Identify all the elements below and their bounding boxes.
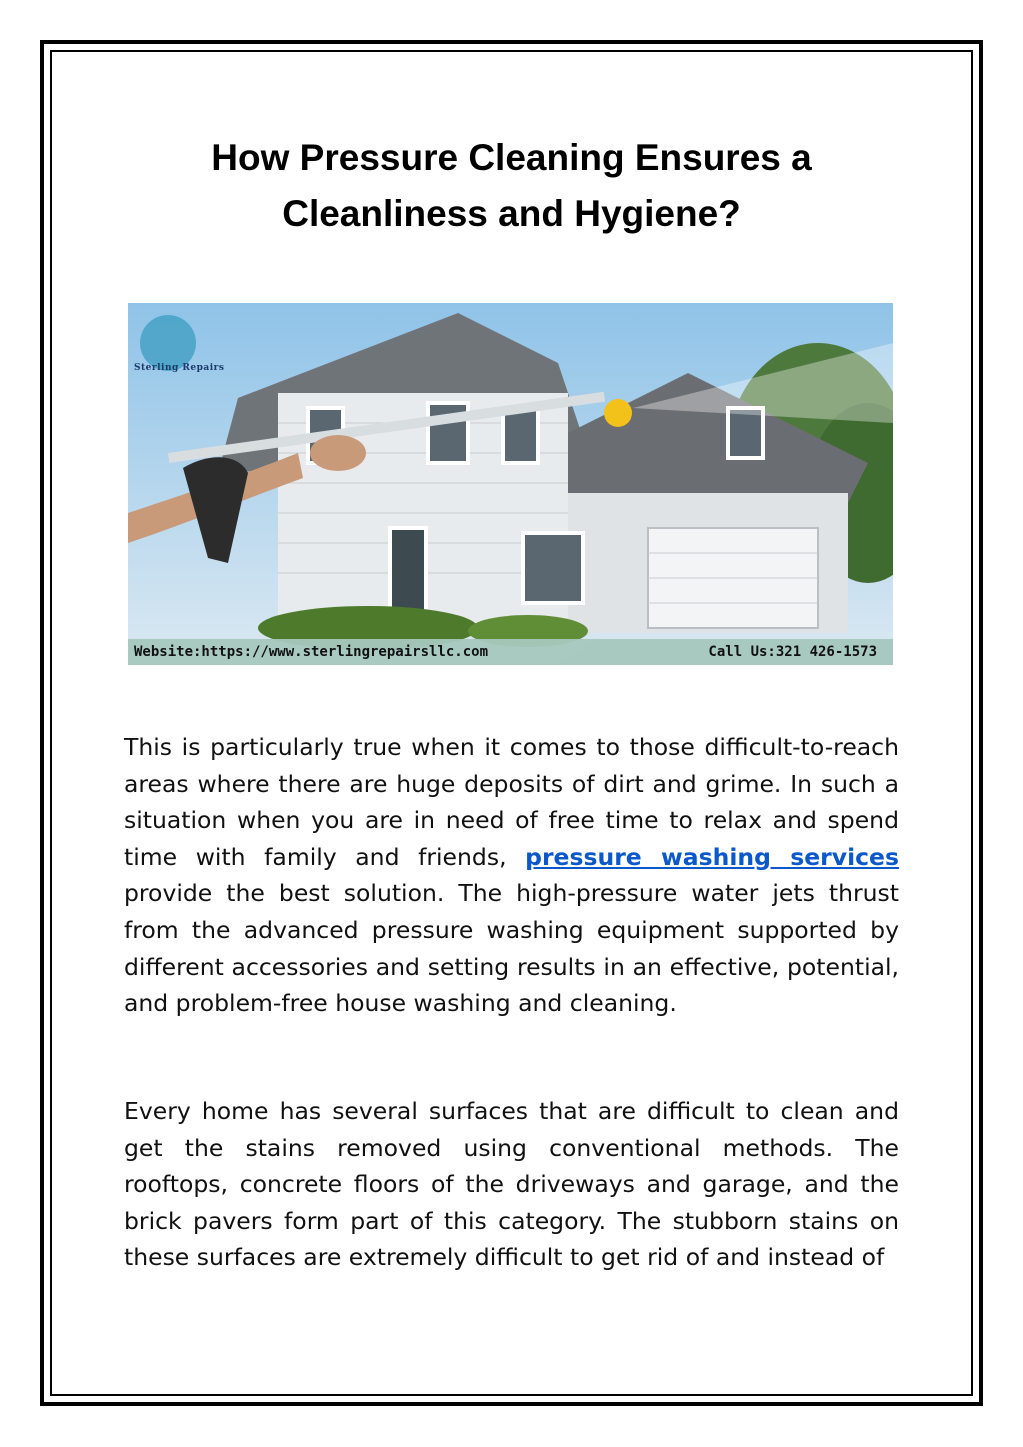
hero-caption-strip [128,639,893,665]
paragraph-1 [124,729,899,1022]
paragraph-1-text-a: This is particularly true when it comes to those difficult-to-reach areas where there are huge deposits of dirt and grime. In such a situation when you are in need of free time to relax and spend time with family and friends, [124,733,899,871]
paragraph-1-text-b: provide the best solution. The high-pressure water jets thrust from the advanced pressure washing equipment supported by different accessories and setting results in an effective, potential, and problem-free house washing and cleaning. [124,879,899,1018]
page-title [120,130,903,242]
hero-image [128,303,893,665]
website-text: Website:https://www.sterlingrepairsllc.com [134,644,489,660]
title-line-1: How Pressure Cleaning Ensures a [211,137,812,178]
phone-text: Call Us:321 426-1573 [708,644,877,660]
house-illustration [128,303,893,665]
paragraph-2: Every home has several surfaces that are difficult to clean and get the stains removed using conventional methods. The rooftops, concrete floors of the driveways and garage, and the brick pavers form part of this category. The stubborn stains on these surfaces are extremely difficult to get rid of and instead of [124,1097,899,1272]
title-line-2: Cleanliness and Hygiene? [282,193,741,234]
logo-text: Sterling Repairs [134,363,225,373]
pressure-washing-services-link[interactable]: pressure washing services [525,842,899,871]
